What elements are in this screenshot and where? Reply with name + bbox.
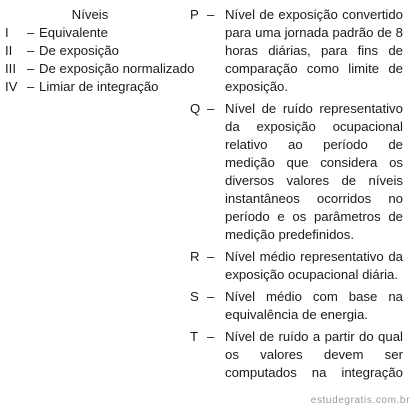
level-roman: II <box>5 43 13 58</box>
level-roman: I <box>5 25 9 40</box>
definition-text: Nível médio com base na equivalência de energia. <box>225 289 403 322</box>
levels-list <box>5 6 195 96</box>
definition-letter: P <box>190 7 199 22</box>
level-dash: – <box>27 61 35 76</box>
definitions-list <box>190 6 403 384</box>
definition-text: Nível de ruído a partir do qual os valores devem ser computados na integração <box>225 329 403 380</box>
level-item-iv <box>5 78 185 96</box>
definition-item-t <box>190 328 403 384</box>
level-label: Equivalente <box>39 25 108 40</box>
definition-item-p <box>190 6 403 96</box>
level-label: De exposição <box>39 43 119 58</box>
definition-text: Nível médio representativo da exposição ocupacional diária. <box>225 249 403 282</box>
level-dash: – <box>27 79 35 94</box>
level-item-iii <box>5 60 195 78</box>
level-item-ii <box>5 42 185 60</box>
level-label: De exposição normalizado <box>39 61 195 76</box>
definition-dash: – <box>207 101 215 116</box>
levels-title: Níveis <box>71 7 109 22</box>
level-roman: III <box>5 61 16 76</box>
definition-dash: – <box>207 329 215 344</box>
definition-dash: – <box>207 7 215 22</box>
level-label: Limiar de integração <box>39 79 159 94</box>
definition-letter: R <box>190 249 200 264</box>
definition-text: Nível de ruído representativo da exposição ocupacional relativo ao período de medição que considera os diversos valores de níveis instantâneos ocorridos no período e os parâmetros de medição predefinidos. <box>225 101 403 242</box>
definition-letter: T <box>190 329 199 344</box>
level-dash: – <box>27 43 35 58</box>
definition-dash: – <box>207 289 215 304</box>
definition-letter: Q <box>190 101 201 116</box>
definition-letter: S <box>190 289 199 304</box>
level-roman: IV <box>5 79 18 94</box>
definition-item-r <box>190 248 403 284</box>
site-watermark: estudegratis.com.br <box>310 395 410 406</box>
level-dash: – <box>27 25 35 40</box>
definition-text: Nível de exposição convertido para uma jornada padrão de 8 horas diárias, para fins de comparação como limite de exposição. <box>225 7 403 94</box>
definition-item-s <box>190 288 403 324</box>
definition-dash: – <box>207 249 215 264</box>
definition-item-q <box>190 100 403 244</box>
level-item-i <box>5 24 185 42</box>
